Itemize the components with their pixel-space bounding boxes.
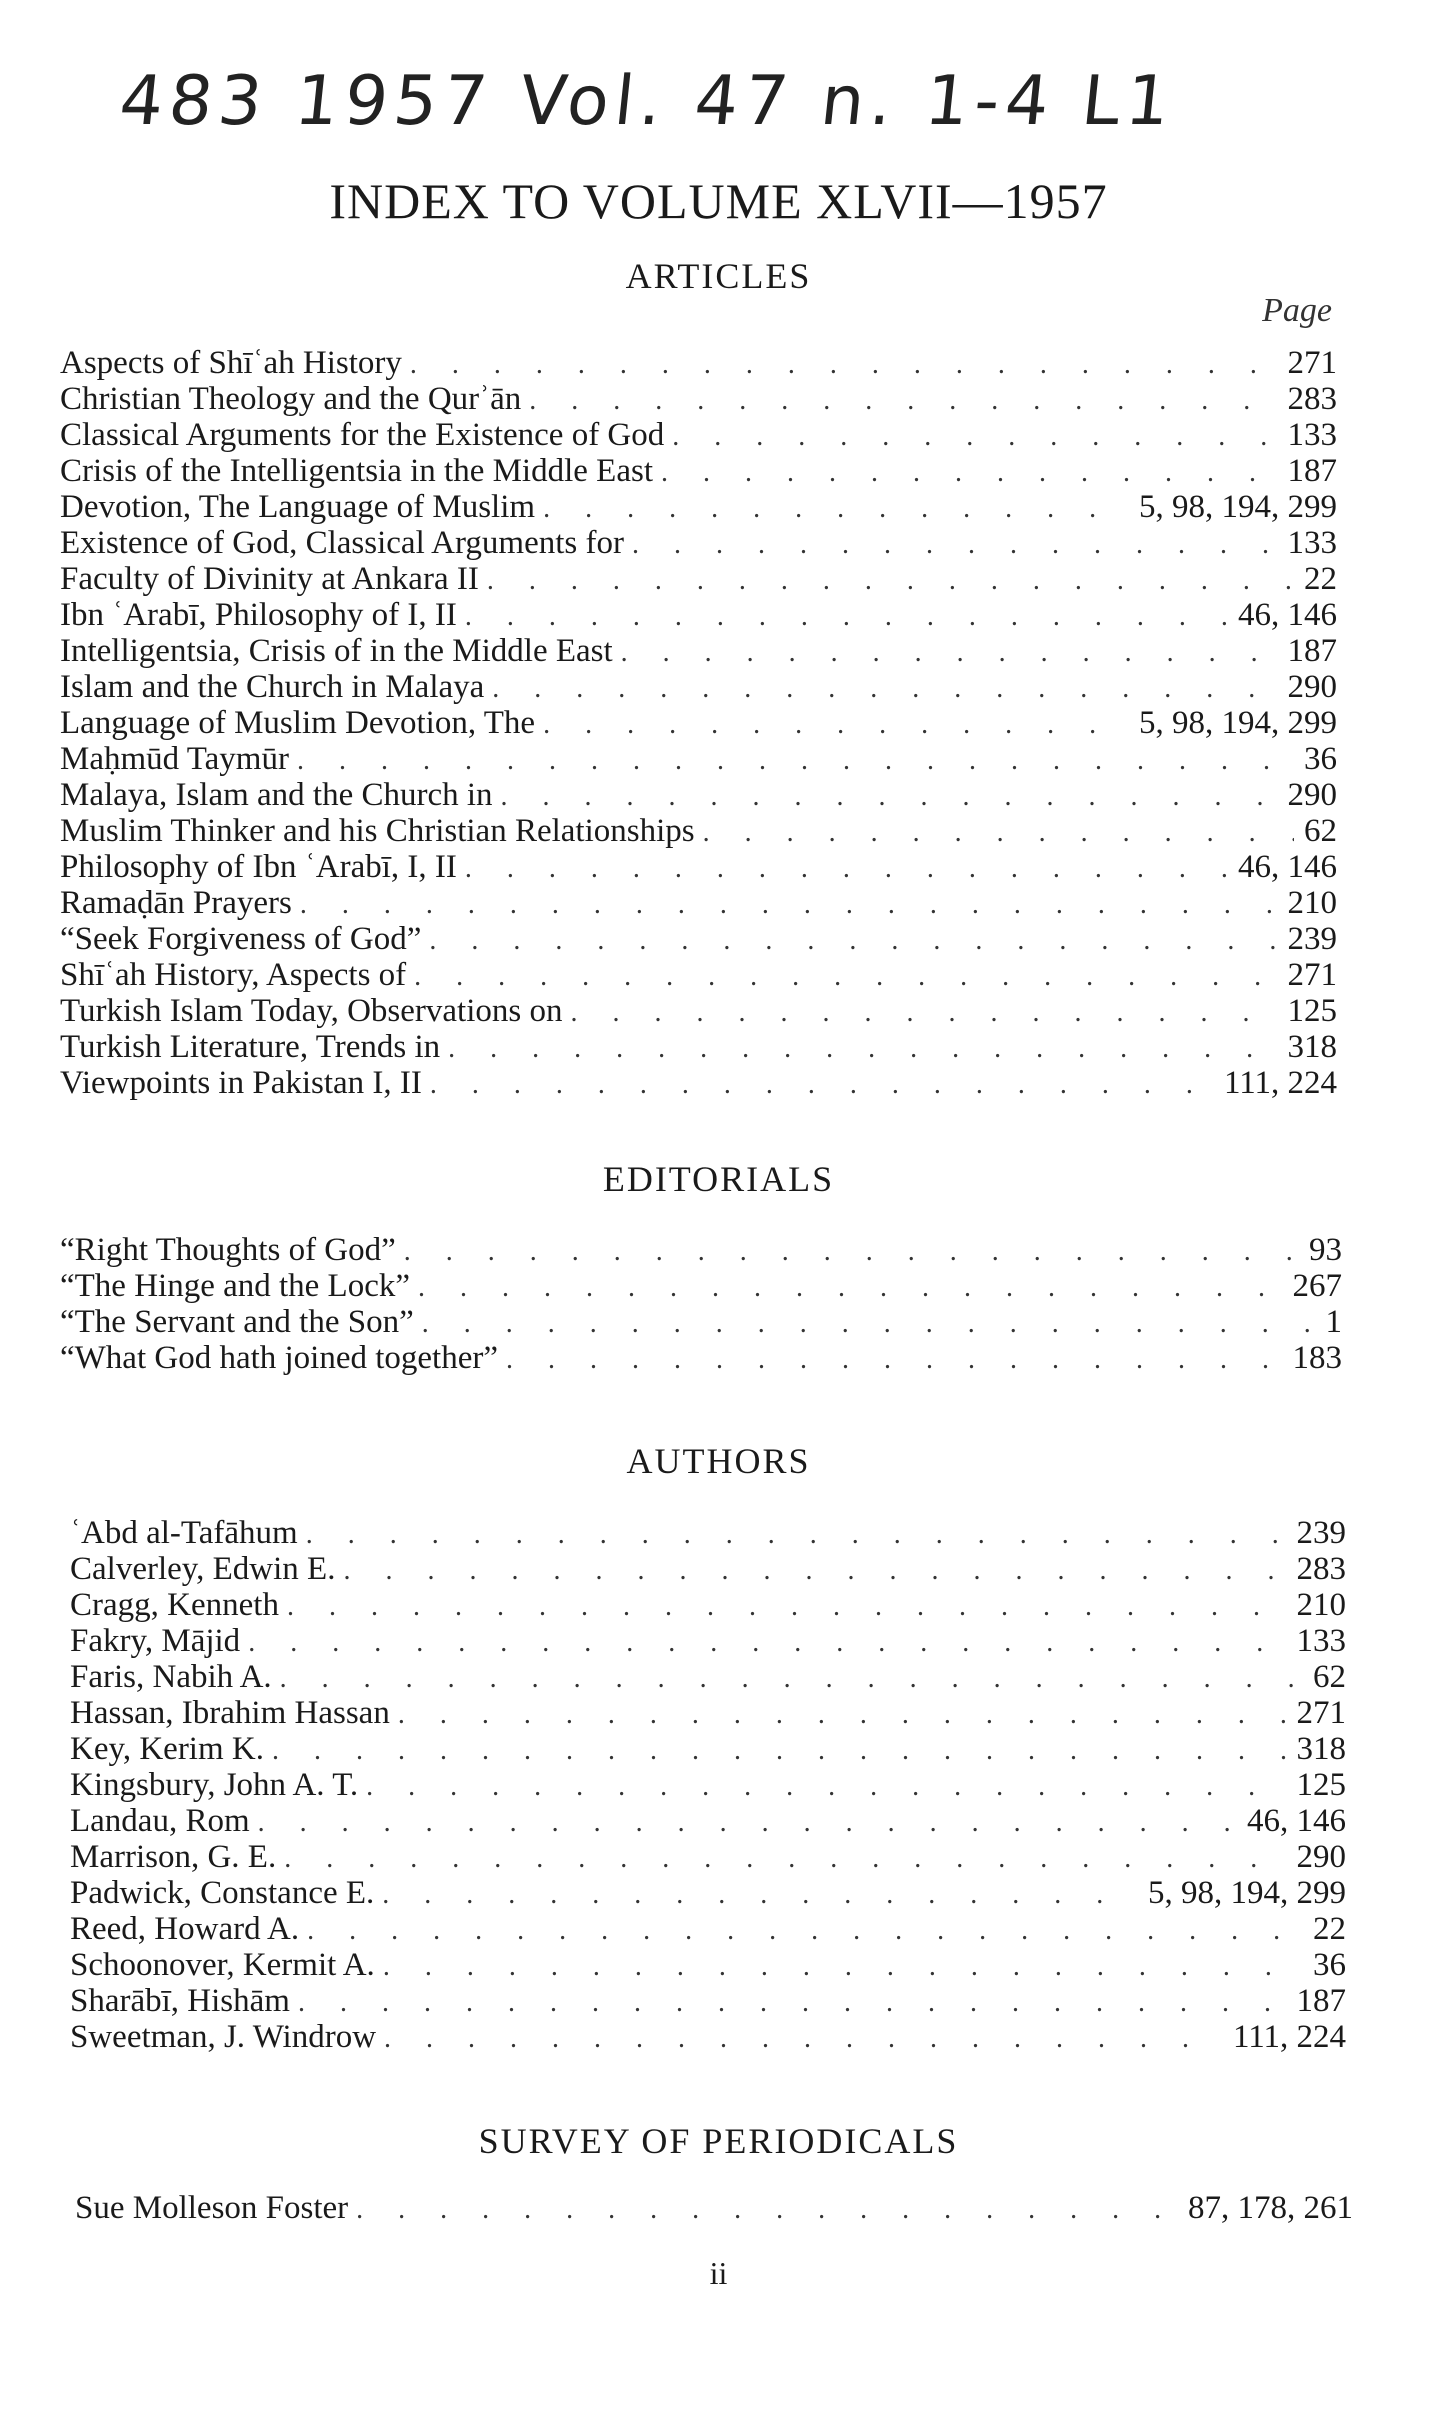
- entry-pages: 318: [1296, 1731, 1346, 1767]
- entry-pages: 290: [1287, 777, 1337, 813]
- dot-leader: [258, 1805, 1237, 1841]
- entry-pages: 318: [1287, 1029, 1337, 1065]
- entry-pages: 271: [1296, 1695, 1346, 1731]
- survey-heading: SURVEY OF PERIODICALS: [478, 2121, 959, 2161]
- entry-label: Aspects of Shīʿah History: [60, 345, 402, 381]
- entry-label: Philosophy of Ibn ʿArabī, I, II: [60, 849, 457, 885]
- index-entry: [60, 849, 1337, 885]
- editorials-heading: EDITORIALS: [602, 1159, 835, 1199]
- entry-pages: 36: [1304, 741, 1337, 777]
- dot-leader: [448, 1031, 1277, 1067]
- dot-leader: [429, 923, 1277, 959]
- entry-label: Cragg, Kenneth: [70, 1587, 279, 1623]
- dot-leader: [465, 851, 1228, 887]
- entry-label: Schoonover, Kermit A.: [70, 1947, 375, 1983]
- entry-pages: 22: [1313, 1911, 1346, 1947]
- entry-label: Sweetman, J. Windrow: [70, 2019, 377, 2055]
- dot-leader: [356, 2192, 1178, 2228]
- index-entry: [60, 705, 1337, 741]
- dot-leader: [280, 1661, 1303, 1697]
- entry-label: Marrison, G. E.: [70, 1839, 277, 1875]
- entry-label: Fakry, Mājid: [70, 1623, 241, 1659]
- entry-pages: 5, 98, 194, 299: [1148, 1875, 1346, 1911]
- entry-pages: 111, 224: [1223, 1065, 1337, 1101]
- dot-leader: [272, 1733, 1287, 1769]
- entry-pages: 133: [1296, 1623, 1346, 1659]
- dot-leader: [382, 1877, 1138, 1913]
- entry-label: Turkish Islam Today, Observations on: [60, 993, 563, 1029]
- page-number: ii: [709, 2255, 728, 2291]
- index-entry: [70, 1911, 1346, 1947]
- entry-label: “What God hath joined together”: [60, 1340, 499, 1376]
- entry-pages: 187: [1287, 453, 1337, 489]
- entry-pages: 62: [1304, 813, 1337, 849]
- index-entry: [70, 1983, 1346, 2019]
- dot-leader: [414, 959, 1277, 995]
- entry-label: Faculty of Divinity at Ankara II: [60, 561, 479, 597]
- entry-label: ʿAbd al-Tafāhum: [70, 1515, 298, 1551]
- entry-label: Calverley, Edwin E.: [70, 1551, 336, 1587]
- entry-pages: 187: [1287, 633, 1337, 669]
- index-entry: [70, 1659, 1346, 1695]
- entry-pages: 210: [1296, 1587, 1346, 1623]
- dot-leader: [487, 563, 1294, 599]
- articles-list: [60, 345, 1337, 1101]
- dot-leader: [284, 1841, 1286, 1877]
- entry-label: Ramaḍān Prayers: [60, 885, 292, 921]
- index-entry: [60, 561, 1337, 597]
- entry-pages: 111, 224: [1232, 2019, 1346, 2055]
- index-entry: [60, 525, 1337, 561]
- dot-leader: [398, 1697, 1287, 1733]
- index-entry: [60, 777, 1337, 813]
- index-entry: [60, 741, 1337, 777]
- index-entry: [70, 1731, 1346, 1767]
- entry-pages: 87, 178, 261: [1188, 2190, 1353, 2226]
- entry-label: “Seek Forgiveness of God”: [60, 921, 422, 957]
- entry-label: “Right Thoughts of God”: [60, 1232, 396, 1268]
- dot-leader: [404, 1234, 1299, 1270]
- index-title: INDEX TO VOLUME XLVII—1957: [329, 173, 1108, 229]
- index-entry: [60, 813, 1337, 849]
- entry-pages: 125: [1287, 993, 1337, 1029]
- entry-pages: 46, 146: [1238, 597, 1337, 633]
- entry-label: Existence of God, Classical Arguments for: [60, 525, 624, 561]
- entry-pages: 183: [1292, 1340, 1342, 1376]
- entry-pages: 271: [1287, 957, 1337, 993]
- entry-label: Muslim Thinker and his Christian Relationships: [60, 813, 695, 849]
- entry-label: “The Servant and the Son”: [60, 1304, 414, 1340]
- index-entry: [60, 669, 1337, 705]
- dot-leader: [410, 347, 1278, 383]
- entry-label: Intelligentsia, Crisis of in the Middle East: [60, 633, 613, 669]
- entry-label: Malaya, Islam and the Church in: [60, 777, 493, 813]
- authors-list: [70, 1515, 1346, 2055]
- index-entry: [60, 1232, 1342, 1268]
- entry-pages: 22: [1304, 561, 1337, 597]
- dot-leader: [465, 599, 1228, 635]
- entry-label: Crisis of the Intelligentsia in the Middle East: [60, 453, 653, 489]
- index-entry: [60, 417, 1337, 453]
- dot-leader: [366, 1769, 1286, 1805]
- index-entry: [70, 1839, 1346, 1875]
- index-entry: [60, 1268, 1342, 1304]
- index-entry: [60, 345, 1337, 381]
- entry-label: Maḥmūd Taymūr: [60, 741, 289, 777]
- index-entry: [70, 1587, 1346, 1623]
- index-entry: [60, 993, 1337, 1029]
- articles-heading: ARTICLES: [625, 256, 812, 296]
- entry-pages: 133: [1287, 525, 1337, 561]
- entry-pages: 125: [1296, 1767, 1346, 1803]
- entry-pages: 290: [1296, 1839, 1346, 1875]
- entry-label: Landau, Rom: [70, 1803, 250, 1839]
- entry-label: Classical Arguments for the Existence of God: [60, 417, 665, 453]
- entry-label: Key, Kerim K.: [70, 1731, 264, 1767]
- entry-label: Reed, Howard A.: [70, 1911, 300, 1947]
- entry-pages: 290: [1287, 669, 1337, 705]
- entry-pages: 239: [1296, 1515, 1346, 1551]
- entry-pages: 283: [1287, 381, 1337, 417]
- dot-leader: [307, 1913, 1303, 1949]
- dot-leader: [672, 419, 1277, 455]
- entry-pages: 210: [1287, 885, 1337, 921]
- entry-label: Viewpoints in Pakistan I, II: [60, 1065, 422, 1101]
- entry-pages: 36: [1313, 1947, 1346, 1983]
- dot-leader: [543, 707, 1129, 743]
- dot-leader: [492, 671, 1277, 707]
- index-entry: [70, 1551, 1346, 1587]
- entry-pages: 271: [1287, 345, 1337, 381]
- index-entry: [70, 1803, 1346, 1839]
- dot-leader: [422, 1306, 1316, 1342]
- entry-pages: 93: [1309, 1232, 1342, 1268]
- editorials-list: [60, 1232, 1342, 1376]
- dot-leader: [632, 527, 1278, 563]
- index-entry: [60, 885, 1337, 921]
- index-entry: [75, 2190, 1353, 2226]
- entry-pages: 187: [1296, 1983, 1346, 2019]
- entry-label: Turkish Literature, Trends in: [60, 1029, 441, 1065]
- entry-pages: 46, 146: [1247, 1803, 1346, 1839]
- entry-label: Ibn ʿArabī, Philosophy of I, II: [60, 597, 457, 633]
- index-entry: [60, 453, 1337, 489]
- dot-leader: [703, 815, 1294, 851]
- index-entry: [60, 957, 1337, 993]
- entry-label: Sharābī, Hishām: [70, 1983, 290, 2019]
- authors-heading: AUTHORS: [626, 1441, 811, 1481]
- entry-label: Faris, Nabih A.: [70, 1659, 272, 1695]
- index-entry: [60, 489, 1337, 525]
- dot-leader: [570, 995, 1277, 1031]
- entry-label: Shīʿah History, Aspects of: [60, 957, 407, 993]
- dot-leader: [287, 1589, 1287, 1625]
- index-entry: [60, 1065, 1337, 1101]
- entry-label: Islam and the Church in Malaya: [60, 669, 485, 705]
- entry-label: “The Hinge and the Lock”: [60, 1268, 411, 1304]
- entry-pages: 133: [1287, 417, 1337, 453]
- entry-pages: 239: [1287, 921, 1337, 957]
- entry-pages: 62: [1313, 1659, 1346, 1695]
- dot-leader: [248, 1625, 1286, 1661]
- index-entry: [70, 1947, 1346, 1983]
- entry-pages: 1: [1325, 1304, 1342, 1340]
- dot-leader: [297, 743, 1294, 779]
- dot-leader: [506, 1342, 1282, 1378]
- dot-leader: [621, 635, 1278, 671]
- entry-pages: 5, 98, 194, 299: [1139, 489, 1337, 525]
- dot-leader: [298, 1985, 1287, 2021]
- handwritten-catalog-note: 483 1957 Vol. 47 n. 1-4 L1: [115, 62, 1180, 141]
- entry-label: Christian Theology and the Qurʾān: [60, 381, 522, 417]
- dot-leader: [343, 1553, 1286, 1589]
- entry-pages: 283: [1296, 1551, 1346, 1587]
- index-entry: [60, 1340, 1342, 1376]
- index-entry: [70, 1695, 1346, 1731]
- index-entry: [70, 2019, 1346, 2055]
- index-entry: [70, 1767, 1346, 1803]
- entry-pages: 267: [1292, 1268, 1342, 1304]
- page-column-label: Page: [1262, 292, 1332, 329]
- dot-leader: [430, 1067, 1214, 1103]
- entry-label: Hassan, Ibrahim Hassan: [70, 1695, 390, 1731]
- entry-pages: 5, 98, 194, 299: [1139, 705, 1337, 741]
- dot-leader: [661, 455, 1278, 491]
- survey-list: [75, 2190, 1353, 2226]
- dot-leader: [501, 779, 1278, 815]
- index-entry: [60, 921, 1337, 957]
- index-entry: [60, 633, 1337, 669]
- entry-label: Kingsbury, John A. T.: [70, 1767, 359, 1803]
- dot-leader: [543, 491, 1129, 527]
- entry-label: Language of Muslim Devotion, The: [60, 705, 536, 741]
- dot-leader: [383, 1949, 1303, 1985]
- index-entry: [70, 1875, 1346, 1911]
- entry-pages: 46, 146: [1238, 849, 1337, 885]
- dot-leader: [384, 2021, 1223, 2057]
- dot-leader: [529, 383, 1277, 419]
- entry-label: Padwick, Constance E.: [70, 1875, 375, 1911]
- index-entry: [70, 1623, 1346, 1659]
- index-entry: [60, 381, 1337, 417]
- dot-leader: [306, 1517, 1287, 1553]
- dot-leader: [300, 887, 1278, 923]
- index-entry: [60, 597, 1337, 633]
- entry-label: Devotion, The Language of Muslim: [60, 489, 536, 525]
- entry-label: Sue Molleson Foster: [75, 2190, 349, 2226]
- index-entry: [60, 1304, 1342, 1340]
- index-entry: [60, 1029, 1337, 1065]
- dot-leader: [418, 1270, 1282, 1306]
- index-entry: [70, 1515, 1346, 1551]
